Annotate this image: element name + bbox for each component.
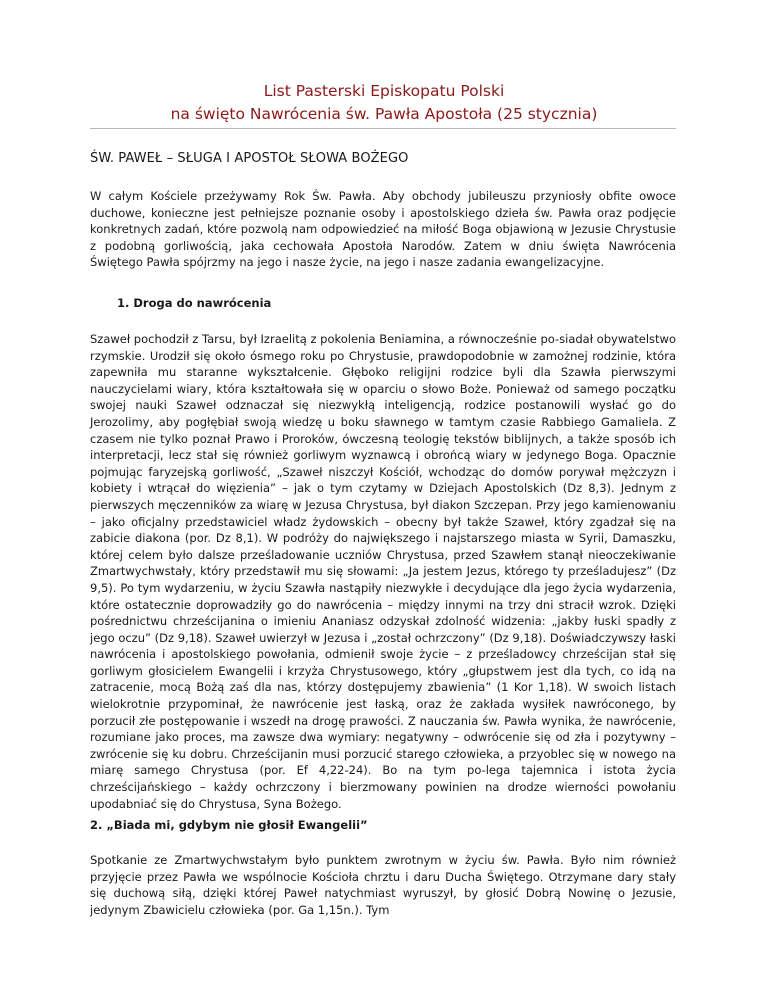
paragraph-2: Spotkanie ze Zmartwychwstałym było punktem zwrotnym w życiu św. Pawła. Było nim również przyjęcie przez Pawła we wspólnocie Kościoła chrztu i daru Ducha Świętego. Otrzymane dary stały się duchową siłą, dzięki której Paweł natychmiast wyruszył, by głosić Dobrą Nowinę o Jezusie, jedynym Zbawicielu człowieka (por. Ga 1,15n.). Tym: [90, 853, 676, 917]
title-line-1: List Pasterski Episkopatu Polski: [263, 82, 505, 100]
title-divider: [90, 128, 676, 129]
paragraph-1: Szaweł pochodził z Tarsu, był Izraelitą z pokolenia Beniamina, a równocześnie po-siadał obywatelstwo rzymskie. Urodził się około ósmego roku po Chrystusie, prawdopodobnie w zamożnej rodzinie, która zapewniła mu staranne wykształcenie. Głęboko religijni rodzice byli dla Szawła pierwszymi nauczycielami wiary, która kształtowała się w oparciu o słowo Boże. Ponieważ od samego początku swojej nauki Szaweł odznaczał się niezwykłą inteligencją, rodzice postanowili wysłać go do Jerozolimy, aby pogłębiał swoją wiedzę u boku sławnego w tamtym czasie Rabbiego Gamaliela. Z czasem nie tylko poznał Prawo i Proroków, ówczesną teologię tekstów biblijnych, a także sposób ich interpretacji, lecz stał się również gorliwym wyznawcą i obrońcą wiary w jedynego Boga. Opacznie pojmując faryzejską gorliwość, „Szaweł niszczył Kościół, wchodząc do domów porywał mężczyzn i kobiety i wtrącał do więzienia” – jak o tym czytamy w Dziejach Apostolskich (Dz 8,3). Jednym z pierwszych męczenników za wiarę w Jezusa Chrystusa, był diakon Szczepan. Przy jego kamienowaniu – jako oficjalny przedstawiciel władz żydowskich – obecny był także Szaweł, który zgadzał się na zabicie diakona (por. Dz 8,1). W podróży do największego i najstarszego miasta w Syrii, Damaszku, której celem było dalsze prześladowanie uczniów Chrystusa, przed Szawłem stanął nieoczekiwanie Zmartwychwstały, który przedstawił mu się słowami: „Ja jestem Jezus, którego ty prześladujesz” (Dz 9,5). Po tym wydarzeniu, w życiu Szawła nastąpiły niezwykłe i decydujące dla jego życia wydarzenia, które ostatecznie doprowadziły go do nawrócenia – między innymi na trzy dni stracił wzrok. Dzięki pośrednictwu chrześcijanina o imieniu Ananiasz odzyskał zdolność widzenia: „jakby łuski spadły z jego oczu” (Dz 9,18). Szaweł uwierzył w Jezusa i „został ochrzczony” (Dz 9,18). Doświadczywszy łaski nawrócenia i apostolskiego powołania, odmienił swoje życie – z prześladowcy chrześcijan stał się gorliwym głosicielem Ewangelii i krzyża Chrystusowego, który „głupstwem jest dla tych, co idą na zatracenie, mocą Bożą zaś dla nas, którzy dostępujemy zbawienia” (1 Kor 1,18). W swoich listach wielokrotnie przypominał, że nawrócenie jest łaską, oraz że zakłada wysiłek nawróconego, by porzucił złe postępowanie i wszedł na drogę prawości. Z nauczania św. Pawła wynika, że nawrócenie, rozumiane jako proces, ma zawsze dwa wymiary: negatywny – odwrócenie się od zła i pozytywny – zwrócenie się ku dobru. Chrześcijanin musi porzucić starego człowieka, a przyoblec się w nowego na miarę samego Chrystusa (por. Ef 4,22-24). Bo na tym po-lega tajemnica i istota życia chrześcijańskiego – każdy ochrzczony i bierzmowany powinien na drodze wierności powołaniu upodabniać się do Chrystusa, Syna Bożego.: [90, 332, 676, 811]
subheading-1: 1. Droga do nawrócenia: [117, 296, 272, 310]
subheading-2: 2. „Biada mi, gdybym nie głosił Ewangelii”: [90, 818, 368, 832]
document-title: [0, 80, 768, 126]
title-line-2: na święto Nawrócenia św. Pawła Apostoła (25 stycznia): [170, 105, 598, 123]
intro-paragraph: W całym Kościele przeżywamy Rok Św. Pawła. Aby obchody jubileuszu przyniosły obfite owoce duchowe, konieczne jest pełniejsze poznanie osoby i apostolskiego dzieła św. Pawła oraz podjęcie konkretnych zadań, które pozwolą nam odpowiedzieć na miłość Boga objawioną w Jezusie Chrystusie z podobną gorliwością, jaka cechowała Apostoła Narodów. Zatem w dniu święta Nawrócenia Świętego Pawła spójrzmy na jego i nasze życie, na jego i nasze zadania ewangelizacyjne.: [90, 189, 676, 270]
section-heading: ŚW. PAWEŁ – SŁUGA I APOSTOŁ SŁOWA BOŻEGO: [90, 151, 409, 166]
